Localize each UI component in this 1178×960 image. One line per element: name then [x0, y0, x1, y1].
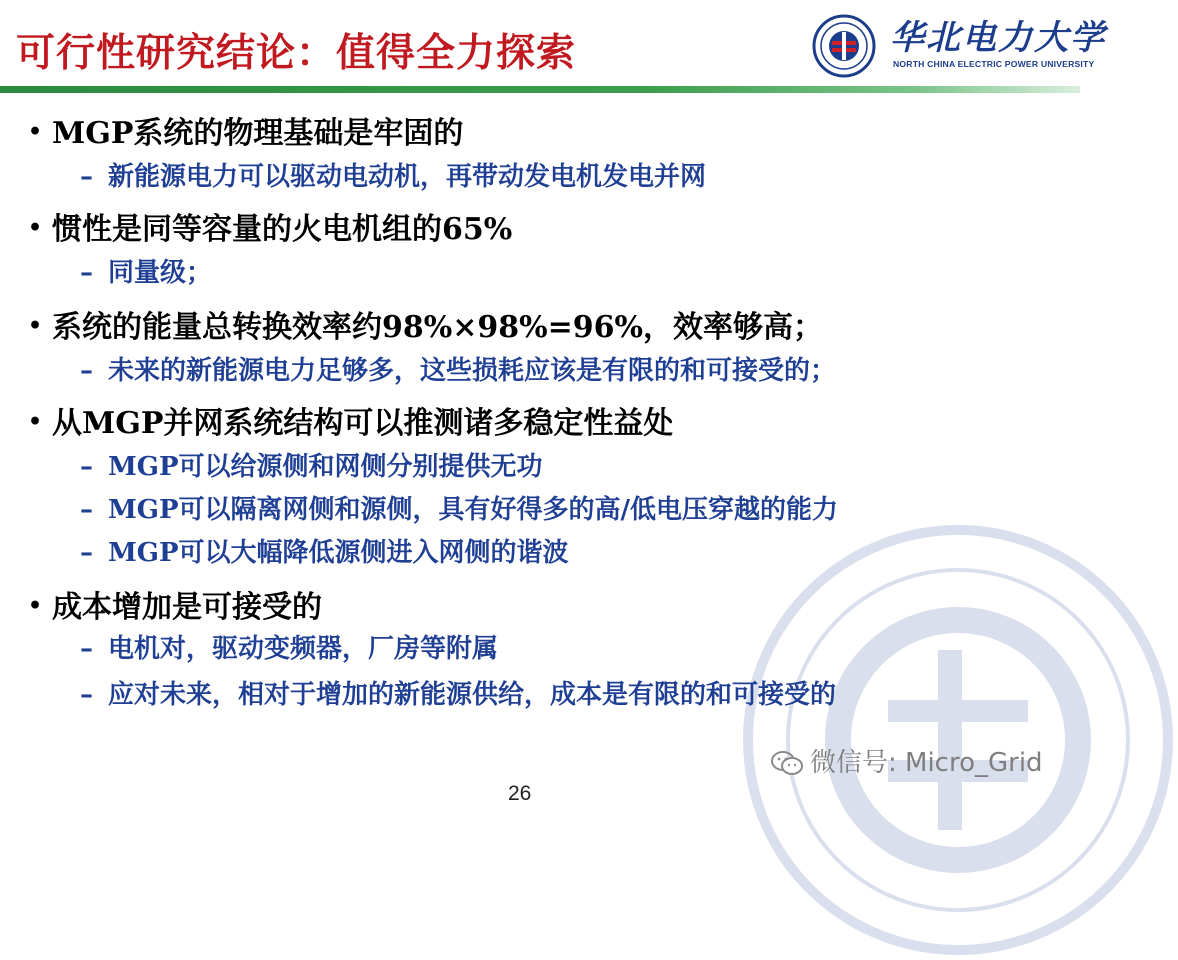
dash-marker: –	[80, 634, 93, 664]
dash-marker: –	[80, 258, 93, 288]
dash-marker: –	[80, 538, 93, 568]
bullet-text: 惯性是同等容量的火电机组的65%	[52, 212, 513, 247]
page-title: 可行性研究结论：值得全力探索	[16, 31, 577, 76]
sub-bullet-1-1	[80, 156, 706, 193]
bullet-text: MGP系统的物理基础是牢固的	[52, 116, 464, 151]
wechat-label: 微信号: Micro_Grid	[810, 748, 1043, 778]
sub-bullet-2-1	[80, 252, 212, 289]
sub-bullet-text: 未来的新能源电力足够多，这些损耗应该是有限的和可接受的；	[108, 356, 837, 386]
sub-bullet-4-3	[80, 532, 569, 569]
sub-bullet-text: 电机对，驱动变频器，厂房等附属	[108, 634, 499, 664]
dash-marker: –	[80, 680, 93, 710]
header-divider	[0, 86, 1080, 93]
bullet-item-1	[28, 108, 463, 152]
wechat-icon	[770, 749, 804, 777]
bullet-item-5	[28, 582, 322, 626]
dash-marker: –	[80, 452, 93, 482]
sub-bullet-text: 应对未来，相对于增加的新能源供给，成本是有限的和可接受的	[108, 680, 837, 710]
dash-marker: –	[80, 495, 93, 525]
sub-bullet-text: 同量级；	[108, 258, 213, 288]
bullet-item-3	[28, 302, 823, 346]
page-number: 26	[508, 782, 532, 805]
university-seal-icon	[812, 14, 876, 78]
bullet-text: 系统的能量总转换效率约98%×98%=96%，效率够高；	[52, 310, 824, 345]
bullet-marker: •	[28, 313, 43, 339]
bullet-item-4	[28, 398, 673, 442]
sub-bullet-5-1	[80, 628, 498, 665]
sub-bullet-text: MGP可以大幅降低源侧进入网侧的谐波	[108, 538, 569, 568]
bullet-text: 从MGP并网系统结构可以推测诸多稳定性益处	[52, 406, 674, 441]
sub-bullet-text: MGP可以隔离网侧和源侧，具有好得多的高/低电压穿越的能力	[108, 495, 839, 525]
university-name-en: NORTH CHINA ELECTRIC POWER UNIVERSITY	[893, 59, 1095, 69]
sub-bullet-4-2	[80, 489, 838, 526]
dash-marker: –	[80, 356, 93, 386]
sub-bullet-text: 新能源电力可以驱动电动机，再带动发电机发电并网	[108, 162, 707, 192]
sub-bullet-4-1	[80, 446, 543, 483]
bullet-marker: •	[28, 215, 43, 241]
bullet-marker: •	[28, 119, 43, 145]
dash-marker: –	[80, 162, 93, 192]
sub-bullet-3-1	[80, 350, 836, 387]
sub-bullet-5-2	[80, 674, 836, 711]
bullet-marker: •	[28, 409, 43, 435]
university-name-cn: 华北电力大学	[890, 18, 1106, 58]
sub-bullet-text: MGP可以给源侧和网侧分别提供无功	[108, 452, 543, 482]
university-seal-watermark-icon	[738, 520, 1178, 960]
bullet-marker: •	[28, 593, 43, 619]
wechat-watermark	[770, 742, 1043, 779]
bullet-text: 成本增加是可接受的	[52, 590, 322, 625]
bullet-item-2	[28, 204, 512, 248]
